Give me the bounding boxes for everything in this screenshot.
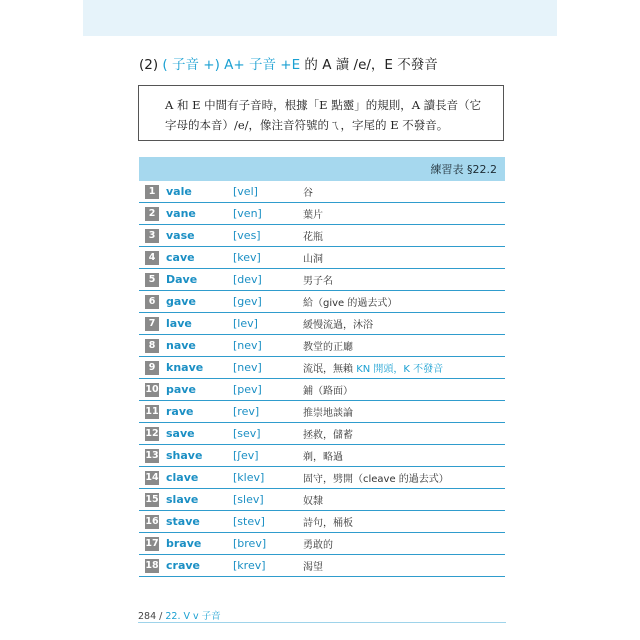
table-row — [139, 247, 505, 269]
row-number-badge: 9 — [145, 361, 159, 375]
row-meaning — [303, 250, 323, 265]
row-number-badge: 14 — [145, 472, 159, 483]
row-meaning-text: 奴隸 — [303, 496, 323, 507]
table-row — [139, 313, 505, 335]
table-row — [139, 423, 505, 445]
section-heading — [139, 53, 438, 73]
row-phonetic: [ves] — [233, 229, 261, 242]
row-word: Dave — [166, 273, 198, 286]
row-word: vane — [166, 207, 196, 220]
page-number: 284 / — [138, 611, 163, 622]
row-phonetic: [ʃev] — [233, 449, 259, 462]
row-meaning — [303, 184, 313, 199]
row-phonetic: [nev] — [233, 339, 262, 352]
row-number-badge: 10 — [145, 384, 159, 395]
row-phonetic: [lev] — [233, 317, 258, 330]
table-row — [139, 533, 505, 555]
row-number-badge: 16 — [145, 516, 159, 527]
row-word: save — [166, 427, 195, 440]
row-meaning-text: 緩慢流過，沐浴 — [303, 320, 373, 331]
table-row — [139, 291, 505, 313]
footer-rule — [138, 622, 506, 623]
practice-table — [139, 157, 505, 577]
table-row — [139, 269, 505, 291]
row-phonetic: [kev] — [233, 251, 261, 264]
table-row — [139, 489, 505, 511]
row-word: stave — [166, 515, 200, 528]
practice-table-body — [139, 181, 505, 577]
table-row — [139, 445, 505, 467]
row-number-badge: 18 — [145, 560, 159, 571]
row-meaning — [303, 514, 353, 529]
row-number-badge: 6 — [145, 295, 159, 309]
table-row — [139, 181, 505, 203]
row-meaning-text: 渴望 — [303, 562, 323, 573]
row-phonetic: [brev] — [233, 537, 267, 550]
row-number-badge: 7 — [145, 317, 159, 331]
row-word: brave — [166, 537, 202, 550]
row-word: pave — [166, 383, 196, 396]
row-meaning — [303, 492, 323, 507]
row-meaning — [303, 294, 397, 309]
row-number-badge: 13 — [145, 450, 159, 461]
practice-table-title: 練習表 §22.2 — [430, 163, 497, 176]
row-meaning — [303, 536, 333, 551]
row-word: lave — [166, 317, 192, 330]
table-row — [139, 555, 505, 577]
table-row — [139, 467, 505, 489]
row-meaning-text: 給（give 的過去式） — [303, 298, 398, 309]
row-meaning-text: 教堂的正廳 — [303, 342, 353, 353]
row-meaning-text: 葉片 — [303, 210, 323, 221]
row-meaning-text: 推崇地談論 — [303, 408, 353, 419]
row-number-badge: 17 — [145, 538, 159, 549]
row-number-badge: 11 — [145, 406, 159, 417]
row-phonetic: [krev] — [233, 559, 266, 572]
row-word: crave — [166, 559, 200, 572]
row-number-badge: 1 — [145, 185, 159, 199]
row-phonetic: [nev] — [233, 361, 262, 374]
row-phonetic: [dev] — [233, 273, 262, 286]
rule-note-box — [138, 85, 504, 141]
row-meaning-text: 勇敢的 — [303, 540, 333, 551]
row-word: knave — [166, 361, 204, 374]
table-row — [139, 203, 505, 225]
row-word: rave — [166, 405, 194, 418]
row-meaning — [303, 228, 323, 243]
row-word: gave — [166, 295, 196, 308]
top-color-band — [83, 0, 557, 36]
row-number-badge: 8 — [145, 339, 159, 353]
row-phonetic: [vel] — [233, 185, 258, 198]
row-meaning-text: 鋪（路面） — [303, 386, 353, 397]
row-meaning-text: 花瓶 — [303, 232, 323, 243]
row-phonetic: [klev] — [233, 471, 265, 484]
row-phonetic: [rev] — [233, 405, 260, 418]
heading-number: (2) — [139, 57, 159, 73]
row-word: slave — [166, 493, 199, 506]
row-word: clave — [166, 471, 199, 484]
row-meaning — [303, 382, 353, 397]
row-meaning-text: 固守，劈開（cleave 的過去式） — [303, 474, 449, 485]
row-word: cave — [166, 251, 195, 264]
row-phonetic: [sev] — [233, 427, 261, 440]
table-row — [139, 401, 505, 423]
row-phonetic: [ven] — [233, 207, 262, 220]
row-meaning-text: 山洞 — [303, 254, 323, 265]
row-meaning — [303, 316, 373, 331]
row-number-badge: 15 — [145, 494, 159, 505]
practice-table-header — [139, 157, 505, 181]
row-meaning — [303, 338, 353, 353]
row-number-badge: 5 — [145, 273, 159, 287]
table-row — [139, 379, 505, 401]
row-number-badge: 12 — [145, 428, 159, 439]
row-meaning — [303, 426, 353, 441]
table-row — [139, 335, 505, 357]
row-meaning-text: 詩句，桶板 — [303, 518, 353, 529]
row-meaning — [303, 360, 443, 375]
row-phonetic: [pev] — [233, 383, 262, 396]
row-meaning-text: 男子名 — [303, 276, 333, 287]
row-number-badge: 2 — [145, 207, 159, 221]
table-row — [139, 357, 505, 379]
row-meaning-text: 拯救，儲蓄 — [303, 430, 353, 441]
row-word: vase — [166, 229, 195, 242]
row-meaning-note: KN 開頭，K 不發音 — [356, 364, 444, 375]
page-footer — [138, 608, 221, 622]
row-phonetic: [slev] — [233, 493, 264, 506]
row-phonetic: [stev] — [233, 515, 265, 528]
row-number-badge: 3 — [145, 229, 159, 243]
row-word: vale — [166, 185, 192, 198]
row-meaning-text: 剃，略過 — [303, 452, 343, 463]
heading-rest: 的 A 讀 /e/，E 不發音 — [304, 57, 438, 73]
row-meaning — [303, 206, 323, 221]
footer-section: 22. V v 子音 — [165, 611, 221, 622]
row-meaning-text: 谷 — [303, 188, 313, 199]
row-meaning — [303, 404, 353, 419]
row-meaning-text: 流氓，無賴 — [303, 364, 353, 375]
row-meaning — [303, 470, 449, 485]
row-word: shave — [166, 449, 203, 462]
heading-formula: ( 子音 +) A+ 子音 +E — [162, 57, 301, 73]
row-number-badge: 4 — [145, 251, 159, 265]
row-word: nave — [166, 339, 196, 352]
row-meaning — [303, 558, 323, 573]
row-phonetic: [gev] — [233, 295, 262, 308]
row-meaning — [303, 272, 333, 287]
table-row — [139, 225, 505, 247]
row-meaning — [303, 448, 343, 463]
rule-note-text: A 和 E 中間有子音時，根據「E 點靈」的規則，A 讀長音（它字母的本音）/e/，像注音符號的ㄟ，字尾的 E 不發音。 — [165, 98, 482, 132]
table-row — [139, 511, 505, 533]
